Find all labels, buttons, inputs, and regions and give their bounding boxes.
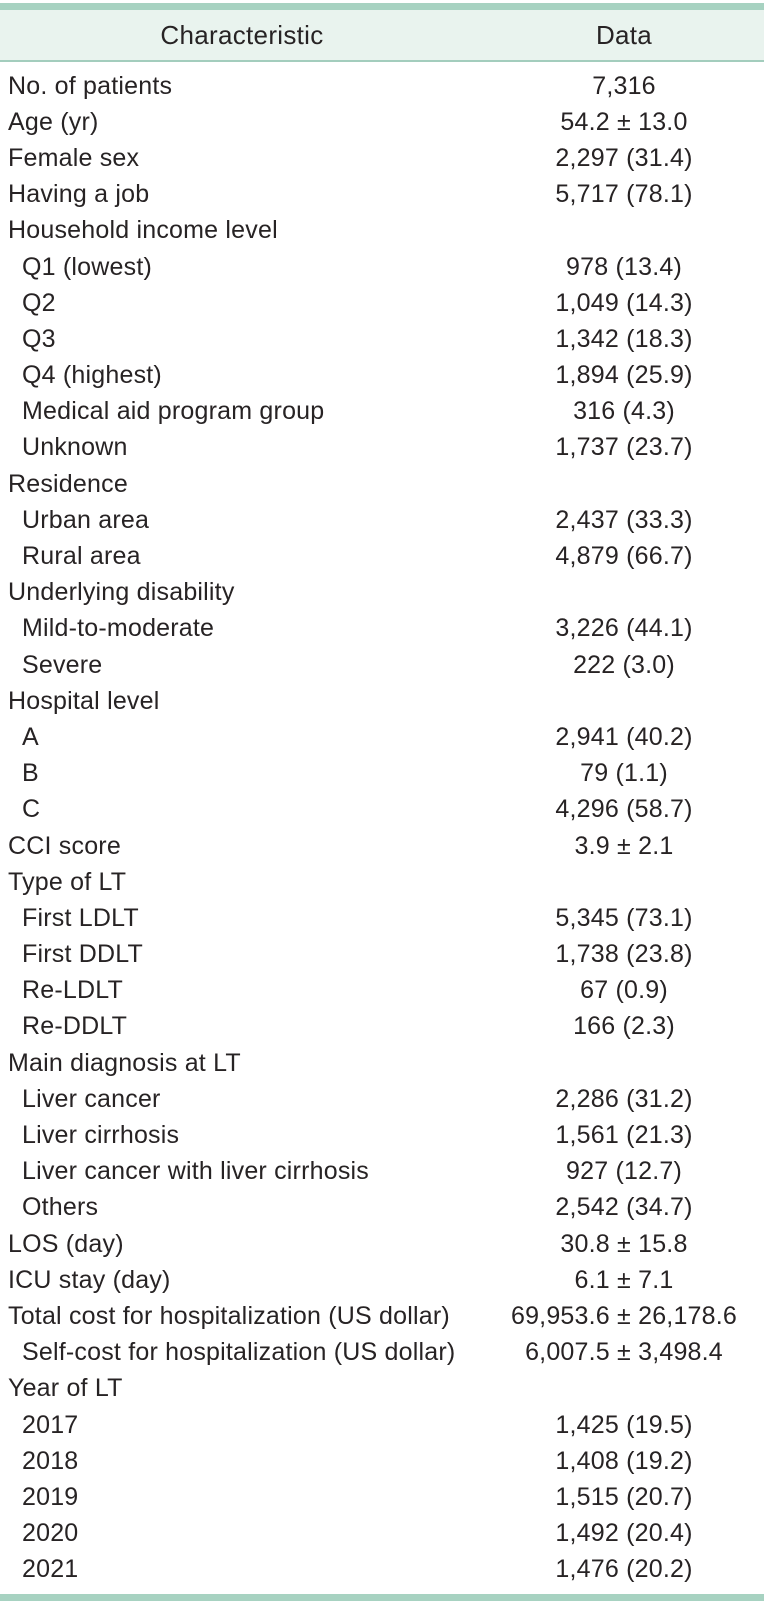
table-row [0,1371,764,1407]
table-row [0,1407,764,1443]
characteristic-column-header: Characteristic [160,19,324,50]
characteristic-cell: Liver cirrhosis [22,1121,180,1150]
characteristic-cell: Liver cancer [22,1084,161,1113]
characteristic-cell: Rural area [22,542,141,571]
characteristic-cell: Year of LT [8,1374,123,1403]
characteristic-cell: ICU stay (day) [8,1265,171,1294]
table-row [0,1335,764,1371]
data-cell: 69,953.6 ± 26,178.6 [510,1301,738,1330]
table-row [0,1009,764,1045]
characteristic-cell: Self-cost for hospitalization (US dollar) [22,1338,456,1367]
data-cell: 30.8 ± 15.8 [560,1229,688,1258]
table-row [0,466,764,502]
characteristic-cell: Re-DDLT [22,1012,128,1041]
data-cell: 5,345 (73.1) [555,903,693,932]
table-row [0,973,764,1009]
data-cell: 67 (0.9) [580,976,668,1005]
table-row [0,1045,764,1081]
data-cell: 222 (3.0) [573,650,675,679]
table-row [0,321,764,357]
characteristic-cell: CCI score [8,831,121,860]
data-cell: 1,476 (20.2) [555,1555,693,1584]
characteristic-cell: 2018 [22,1446,79,1475]
data-cell: 978 (13.4) [566,252,682,281]
characteristic-cell: Underlying disability [8,578,235,607]
table-bottom-rule [0,1594,764,1601]
table-row [0,394,764,430]
characteristic-cell: Residence [8,469,128,498]
table-row [0,647,764,683]
data-cell: 166 (2.3) [573,1012,675,1041]
characteristic-cell: Hospital level [8,686,160,715]
data-cell: 7,316 [592,71,656,100]
characteristic-cell: 2021 [22,1555,79,1584]
characteristic-cell: Mild-to-moderate [22,614,215,643]
table-row [0,213,764,249]
characteristic-cell: Q3 [22,324,56,353]
data-cell: 1,515 (20.7) [555,1482,693,1511]
characteristic-cell: C [22,795,41,824]
data-cell: 1,492 (20.4) [555,1519,693,1548]
data-cell: 4,296 (58.7) [555,795,693,824]
table-row [0,792,764,828]
data-column-header: Data [595,19,653,50]
characteristic-cell: Q2 [22,288,56,317]
characteristic-cell: Unknown [22,433,128,462]
table-row [0,900,764,936]
characteristic-cell: 2020 [22,1519,79,1548]
table-row [0,285,764,321]
data-cell: 3,226 (44.1) [555,614,693,643]
data-cell: 79 (1.1) [580,759,668,788]
data-cell: 4,879 (66.7) [555,542,693,571]
characteristic-cell: Q1 (lowest) [22,252,153,281]
table-row [0,249,764,285]
table-row [0,756,764,792]
table-row [0,719,764,755]
characteristic-cell: Having a job [8,180,150,209]
data-cell: 1,425 (19.5) [555,1410,693,1439]
table-row [0,611,764,647]
table-row [0,502,764,538]
table-row [0,104,764,140]
table-row [0,683,764,719]
table-row [0,430,764,466]
table-row [0,1154,764,1190]
characteristic-cell: Household income level [8,216,278,245]
data-cell: 2,941 (40.2) [555,722,693,751]
characteristic-cell: Total cost for hospitalization (US dollar) [8,1301,450,1330]
data-cell: 2,542 (34.7) [555,1193,693,1222]
table-row [0,864,764,900]
characteristic-cell: Q4 (highest) [22,361,162,390]
data-cell: 1,894 (25.9) [555,361,693,390]
characteristic-cell: Urban area [22,505,150,534]
table-row [0,140,764,176]
characteristic-cell: LOS (day) [8,1229,124,1258]
table-row [0,1479,764,1515]
data-cell: 1,408 (19.2) [555,1446,693,1475]
characteristic-cell: 2017 [22,1410,79,1439]
data-cell: 1,738 (23.8) [555,940,693,969]
table-row [0,575,764,611]
table-row [0,1552,764,1588]
table-row [0,1298,764,1334]
data-cell: 54.2 ± 13.0 [560,107,688,136]
data-cell: 6.1 ± 7.1 [574,1265,674,1294]
characteristic-cell: First LDLT [22,903,139,932]
data-cell: 6,007.5 ± 3,498.4 [525,1338,723,1367]
characteristic-cell: Severe [22,650,103,679]
characteristic-cell: Liver cancer with liver cirrhosis [22,1157,369,1186]
table-row [0,538,764,574]
table-body [0,62,764,1591]
table-row [0,1443,764,1479]
characteristic-cell: 2019 [22,1482,79,1511]
characteristic-cell: A [22,722,39,751]
table-row [0,828,764,864]
data-cell: 2,286 (31.2) [555,1084,693,1113]
characteristic-cell: No. of patients [8,71,173,100]
data-cell: 1,561 (21.3) [555,1121,693,1150]
table-row [0,1516,764,1552]
table-header-row [0,10,764,62]
data-cell: 2,437 (33.3) [555,505,693,534]
characteristic-cell: Others [22,1193,99,1222]
table-row [0,358,764,394]
characteristic-cell: Main diagnosis at LT [8,1048,241,1077]
table-row [0,1226,764,1262]
table-top-rule [0,3,764,10]
characteristic-cell: Re-LDLT [22,976,123,1005]
table-row [0,1190,764,1226]
data-cell: 3.9 ± 2.1 [574,831,674,860]
table-row [0,1117,764,1153]
data-cell: 316 (4.3) [573,397,675,426]
table-row [0,1262,764,1298]
characteristic-cell: Age (yr) [8,107,99,136]
characteristic-cell: First DDLT [22,940,143,969]
table-row [0,937,764,973]
data-cell: 1,049 (14.3) [555,288,693,317]
data-cell: 1,342 (18.3) [555,324,693,353]
characteristic-cell: Type of LT [8,867,127,896]
data-cell: 2,297 (31.4) [555,143,693,172]
data-cell: 927 (12.7) [566,1157,682,1186]
data-cell: 1,737 (23.7) [555,433,693,462]
characteristic-cell: Medical aid program group [22,397,325,426]
table-row [0,1081,764,1117]
characteristic-cell: Female sex [8,143,140,172]
table-row [0,177,764,213]
table-row [0,68,764,104]
data-cell: 5,717 (78.1) [555,180,693,209]
characteristic-cell: B [22,759,39,788]
